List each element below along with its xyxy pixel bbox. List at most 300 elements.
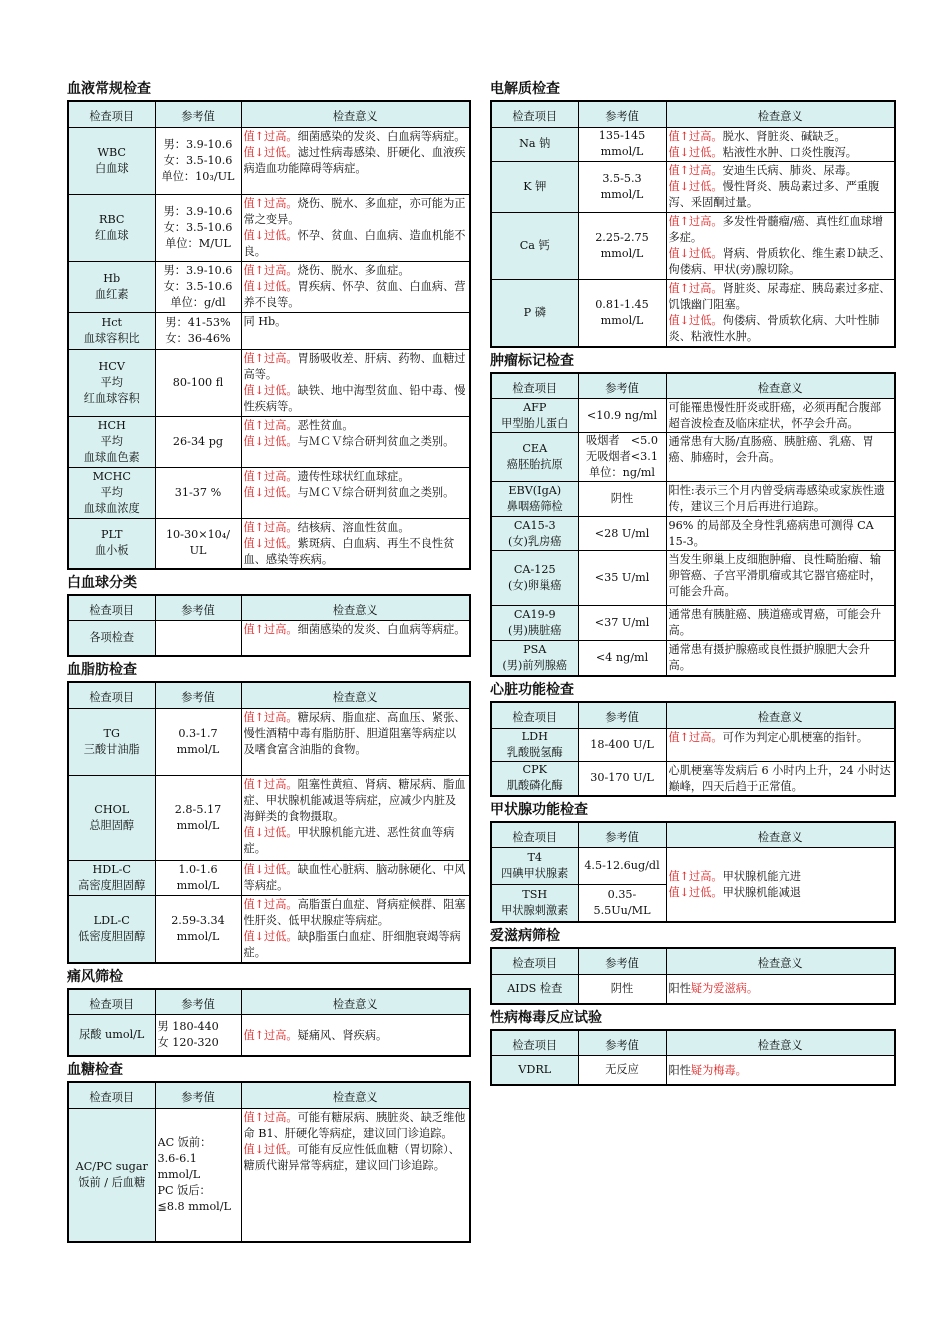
table-row	[68, 416, 470, 467]
meaning-text: 肾病、骨质软化、维生素Ｄ缺乏、佝偻病、甲状(旁)腺切除。	[668, 246, 891, 276]
reference-value	[155, 1015, 241, 1057]
reference-line: mmol/L	[600, 246, 644, 260]
reference-box	[581, 770, 664, 786]
item-name	[68, 1015, 155, 1057]
item-name-line: Na 钠	[519, 137, 551, 150]
item-name	[68, 1108, 155, 1242]
meaning-entry	[244, 196, 468, 228]
item-name	[491, 127, 578, 161]
meaning-text: 甲状腺机能减退	[722, 886, 801, 899]
table-row	[491, 848, 895, 885]
header-ref: 参考值	[155, 682, 241, 708]
header-item: 检查项目	[68, 595, 155, 621]
table-row	[491, 761, 895, 796]
item-name-line: AC/PC sugar	[75, 1159, 148, 1173]
meaning-box	[669, 869, 893, 901]
reference-line: 女 120-320	[157, 1036, 219, 1049]
item-name-line: CPK	[522, 763, 547, 776]
item-name	[491, 161, 578, 212]
reference-line: 18-400 U/L	[590, 737, 654, 751]
meaning-text: 当发生卵巢上皮细胞肿瘤、良性畸胎瘤、输卵管癌、子宫平滑肌瘤或其它器官癌症时，可能会升高。	[668, 553, 882, 598]
meaning-entry	[244, 129, 468, 145]
meaning-entry	[244, 228, 468, 260]
item-name	[68, 708, 155, 775]
meaning-box	[669, 434, 893, 466]
reference-line: 2.8-5.17	[174, 802, 222, 816]
item-name-box	[71, 862, 153, 894]
item-name	[491, 761, 578, 796]
level-tag: 值↓过低。	[243, 145, 298, 159]
reference-value	[578, 885, 666, 923]
meaning-entry	[669, 400, 893, 432]
level-tag: 值↓过低。	[668, 313, 723, 327]
table-row	[68, 708, 470, 775]
meaning-text: 怀孕、贫血、白血病、造血机能不良。	[243, 228, 466, 258]
item-name	[68, 416, 155, 467]
item-name	[491, 482, 578, 517]
reference-box	[158, 315, 239, 347]
header-item: 检查项目	[68, 101, 155, 127]
reference-value	[578, 399, 666, 433]
meaning-text: 缺β脂蛋白血症、肝细胞衰竭等病症。	[243, 929, 461, 959]
meaning-entry	[244, 1142, 468, 1174]
table-row	[68, 860, 470, 895]
meaning-box	[244, 129, 468, 177]
meaning-entry	[244, 434, 468, 450]
reference-value	[155, 860, 241, 895]
meaning-entry	[244, 825, 468, 857]
meaning-entry	[244, 469, 468, 485]
meaning	[666, 433, 895, 482]
header-meaning: 检查意义	[666, 702, 895, 728]
section-title-heart: 心脏功能检查	[490, 682, 574, 698]
meaning-entry	[669, 730, 893, 746]
section-title-tumor: 肿瘤标记检查	[490, 352, 574, 369]
reference-box	[158, 862, 239, 894]
item-name-box	[71, 469, 153, 517]
item-name-box	[494, 1062, 576, 1078]
header-meaning: 检查意义	[666, 948, 895, 974]
meaning-positive: 疑为梅毒。	[690, 1063, 747, 1077]
meaning-box	[669, 281, 893, 345]
item-name-box	[71, 145, 153, 177]
item-name-line: TSH	[522, 888, 548, 901]
meaning-box	[244, 897, 468, 961]
meaning-text: 疑痛风、肾疾病。	[297, 1028, 388, 1042]
level-tag: 值↓过低。	[243, 434, 298, 448]
meaning-entry	[244, 383, 468, 415]
meaning	[666, 551, 895, 606]
header-row	[68, 1082, 470, 1108]
meaning	[666, 399, 895, 433]
reference-value	[578, 433, 666, 482]
reference-line: <28 U/ml	[594, 526, 650, 540]
reference-line: ≦8.8 mmol/L	[157, 1199, 231, 1213]
meaning-text: 甲状腺机能亢进、恶性贫血等病症。	[243, 825, 455, 855]
meaning	[241, 860, 470, 895]
meaning-box	[244, 263, 468, 311]
header-row	[491, 373, 895, 399]
meaning-entry	[244, 622, 468, 638]
meaning-text: 甲状腺机能亢进	[722, 870, 801, 883]
meaning-box	[669, 763, 893, 795]
item-name-line: CHOL	[94, 802, 130, 816]
item-name-line: 乳酸脱氢酶	[506, 745, 563, 759]
item-name-box	[494, 607, 576, 639]
reference-value	[155, 518, 241, 569]
table-blood-routine	[67, 100, 471, 570]
item-name-line: 平均	[100, 485, 123, 499]
reference-line: mmol/L	[176, 818, 220, 832]
reference-box	[581, 230, 664, 262]
meaning-box	[244, 710, 468, 758]
level-tag: 值↑过高。	[243, 520, 298, 534]
header-meaning: 检查意义	[241, 989, 470, 1015]
meaning	[241, 416, 470, 467]
reference-line: 0.35-5.5Uu/ML	[593, 888, 651, 917]
meaning-text: 粘液性水肿、口炎性腹泻。	[722, 145, 857, 159]
header-row	[491, 1030, 895, 1056]
reference-box	[158, 485, 239, 501]
table-row	[68, 194, 470, 261]
table-row	[68, 895, 470, 963]
reference-line: mmol/L	[600, 145, 644, 158]
item-name-line: 鼻咽癌筛检	[506, 500, 563, 513]
item-name-line: 平均	[100, 375, 123, 389]
meaning-text: 细菌感染的发炎、白血病等病症。	[297, 129, 466, 143]
header-item: 检查项目	[491, 101, 578, 127]
item-name-line: 总胆固醇	[89, 818, 135, 832]
table-heart	[490, 701, 896, 797]
header-item: 检查项目	[68, 682, 155, 708]
table-thyroid	[490, 821, 896, 924]
reference-line: 无反应	[605, 1063, 639, 1076]
reference-value	[155, 416, 241, 467]
meaning-prefix: 阳性	[668, 982, 691, 995]
header-ref: 参考值	[578, 373, 666, 399]
meaning-entry	[669, 214, 893, 246]
header-item: 检查项目	[491, 822, 578, 848]
item-name	[491, 399, 578, 433]
meaning-text: 同 Hb。	[243, 314, 287, 328]
item-name	[68, 312, 155, 349]
section-title-blood-routine: 血液常规检查	[67, 81, 151, 97]
item-name-line: LDH	[521, 729, 548, 743]
meaning	[241, 518, 470, 569]
level-tag: 值↑过高。	[243, 351, 298, 365]
reference-box	[581, 650, 664, 666]
header-meaning: 检查意义	[666, 373, 895, 399]
level-tag: 值↓过低。	[243, 825, 298, 839]
reference-box	[158, 375, 239, 391]
reference-line: 阴性	[610, 492, 634, 505]
reference-line: 男：3.9-10.6	[163, 137, 233, 151]
level-tag: 值↑过高。	[668, 129, 723, 143]
item-name-box	[71, 527, 153, 559]
section-title-wbc-class: 白血球分类	[67, 574, 137, 591]
item-name-box	[71, 802, 153, 834]
meaning-entry	[244, 1028, 468, 1044]
meaning-entry	[244, 710, 468, 758]
header-meaning: 检查意义	[241, 1082, 470, 1108]
table-row	[68, 127, 470, 194]
reference-line: 10-30×10₄/	[165, 528, 231, 541]
item-name-box	[494, 305, 576, 321]
reference-box	[158, 913, 239, 945]
reference-box	[581, 737, 664, 753]
meaning	[666, 482, 895, 517]
meaning-text: 安迪生氏病、肺炎、尿毒。	[722, 163, 857, 177]
reference-value	[578, 161, 666, 212]
header-meaning: 检查意义	[241, 682, 470, 708]
meaning	[241, 127, 470, 194]
item-name-box	[71, 1159, 153, 1191]
meaning	[666, 606, 895, 641]
meaning-box	[244, 777, 468, 857]
table-row	[491, 551, 895, 606]
meaning-box	[244, 196, 468, 260]
header-meaning: 检查意义	[241, 101, 470, 127]
meaning	[666, 212, 895, 279]
meaning-entry	[669, 434, 893, 466]
item-name-line: Hct	[101, 315, 123, 329]
meaning-box	[244, 1110, 468, 1174]
meaning-entry	[669, 885, 893, 901]
item-name-line: PLT	[100, 528, 123, 541]
reference-line: mmol/L	[600, 313, 644, 327]
header-row	[491, 101, 895, 127]
reference-line: 阴性	[610, 981, 634, 995]
meaning-text: 缺铁、地中海型贫血、铅中毒、慢性疾病等。	[243, 383, 466, 413]
item-name-box	[494, 483, 576, 515]
meaning	[241, 708, 470, 775]
reference-box	[158, 204, 239, 252]
meaning	[241, 194, 470, 261]
reference-box	[581, 297, 664, 329]
meaning	[241, 895, 470, 963]
item-name-box	[494, 441, 576, 473]
header-row	[68, 101, 470, 127]
reference-value	[578, 482, 666, 517]
reference-line: 3.5-5.3 mmol/L	[600, 171, 644, 201]
meaning-entry	[244, 1110, 468, 1142]
meaning-text: 阳性:表示三个月内曾受病毒感染或家族性遗传，建议三个月后再进行追踪。	[668, 484, 885, 513]
header-ref: 参考值	[578, 1030, 666, 1056]
reference-line: 2.59-3.34	[171, 913, 225, 927]
meaning-text: 恶性贫血。	[297, 418, 354, 432]
level-tag: 值↓过低。	[243, 862, 298, 876]
meaning-text: 佝偻病、骨质软化病、大叶性肺炎、粘液性水肿。	[668, 313, 880, 343]
meaning-text: 脱水、肾脏炎、碱缺乏。	[722, 129, 846, 143]
level-tag: 值↓过低。	[243, 929, 298, 943]
reference-line: 31-37 %	[174, 485, 222, 499]
header-row	[491, 948, 895, 974]
meaning	[241, 775, 470, 860]
item-name-line: 甲状腺刺激素	[501, 904, 569, 917]
meaning-entry	[669, 129, 893, 145]
reference-line: UL	[189, 544, 207, 557]
table-electrolyte	[490, 100, 896, 348]
reference-box	[581, 615, 664, 631]
item-name-line: CEA	[522, 442, 548, 455]
reference-value	[578, 606, 666, 641]
table-row	[491, 974, 895, 1004]
level-tag: 值↓过低。	[243, 228, 298, 242]
reference-line: 1.0-1.6 mmol/L	[176, 862, 220, 892]
meaning-text: 96% 的局部及全身性乳癌病患可测得 CA 15-3。	[668, 519, 874, 548]
item-name	[491, 551, 578, 606]
level-tag: 值↓过低。	[243, 485, 298, 499]
meaning-entry	[669, 163, 893, 179]
level-tag: 值↑过高。	[668, 163, 723, 177]
level-tag: 值↓过低。	[243, 279, 298, 293]
meaning-box	[669, 730, 893, 746]
meaning-box	[669, 214, 893, 278]
level-tag: 值↑过高。	[243, 777, 298, 791]
meaning-text: 通常患有大肠/直肠癌、胰脏癌、乳癌、胃癌、肺癌时，会升高。	[668, 435, 874, 464]
reference-value	[578, 848, 666, 885]
reference-box	[581, 1062, 664, 1078]
item-name-box	[494, 981, 576, 997]
item-name	[491, 728, 578, 761]
section-title-vdrl: 性病梅毒反应试验	[490, 1009, 602, 1026]
reference-line: 135-145	[598, 129, 646, 142]
reference-box	[158, 137, 239, 185]
item-name-line: 红血球	[94, 228, 129, 242]
meaning-entry	[669, 869, 893, 885]
level-tag: 值↑过高。	[243, 710, 298, 724]
meaning-text: 紫斑病、白血病、再生不良性贫血、感染等疾病。	[243, 536, 455, 566]
item-name-line: TG	[103, 726, 120, 740]
item-name-line: K 钾	[523, 179, 547, 193]
reference-box	[581, 858, 664, 874]
item-name-box	[494, 179, 576, 195]
item-name-line: 高密度胆固醇	[78, 878, 146, 892]
reference-line: PC 饭后：	[157, 1183, 211, 1197]
reference-value	[578, 641, 666, 677]
table-lipid	[67, 681, 471, 964]
meaning-entry	[244, 536, 468, 568]
section-title-sugar: 血糖检查	[67, 1062, 123, 1078]
table-row	[491, 161, 895, 212]
reference-line: 3.6-6.1 mmol/L	[157, 1151, 201, 1181]
meaning-text: 可作为判定心肌梗塞的指针。	[722, 730, 869, 744]
item-name	[68, 349, 155, 416]
reference-box	[581, 887, 664, 919]
item-name-box	[71, 315, 153, 347]
table-aids	[490, 947, 896, 1005]
reference-line: <10.9 ng/ml	[586, 408, 658, 422]
meaning-box	[669, 129, 893, 161]
header-item: 检查项目	[68, 989, 155, 1015]
item-name-box	[71, 359, 153, 407]
meaning-text: 高脂蛋白血症、肾病症候群、阻塞性肝炎、低甲状腺症等病症。	[243, 897, 466, 927]
meaning-text: 与ＭＣＶ综合研判贫血之类别。	[297, 485, 455, 499]
meaning-entry	[669, 179, 893, 211]
table-row	[491, 606, 895, 641]
level-tag: 值↓过低。	[668, 886, 723, 899]
reference-box	[581, 570, 664, 586]
reference-line: 单位：g/dl	[170, 295, 226, 309]
meaning-entry	[669, 763, 893, 795]
item-name-line: 各项检查	[89, 631, 135, 644]
meaning-box	[244, 418, 468, 450]
item-name-line: Hb	[103, 271, 121, 285]
table-gout	[67, 988, 471, 1058]
item-name-line: MCHC	[92, 469, 131, 483]
header-item: 检查项目	[491, 373, 578, 399]
reference-line: 26-34 pg	[172, 434, 224, 448]
reference-line: <4 ng/ml	[595, 651, 649, 664]
item-name-box	[494, 238, 576, 254]
meaning-box	[669, 981, 893, 997]
reference-box	[158, 1135, 239, 1215]
table-row	[491, 433, 895, 482]
level-tag: 值↑过高。	[668, 281, 723, 295]
meaning-text: 与ＭＣＶ综合研判贫血之类别。	[297, 434, 455, 448]
table-tumor	[490, 372, 896, 678]
header-row	[68, 595, 470, 621]
header-row	[68, 989, 470, 1015]
level-tag: 值↓过低。	[668, 246, 723, 260]
item-name-box	[71, 271, 153, 303]
meaning-text: 缺血性心脏病、脑动脉硬化、中风等病症。	[243, 862, 466, 892]
reference-line: 80-100 fl	[172, 375, 224, 389]
item-name	[68, 194, 155, 261]
reference-value	[578, 761, 666, 796]
meaning-entry	[244, 929, 468, 961]
item-name	[491, 974, 578, 1004]
item-name-line: PSA	[523, 643, 547, 656]
reference-value	[155, 895, 241, 963]
item-name-box	[494, 729, 576, 761]
meaning	[666, 161, 895, 212]
item-name-line: VDRL	[518, 1063, 552, 1076]
reference-value	[155, 1108, 241, 1242]
meaning-box	[244, 862, 468, 894]
header-item: 检查项目	[491, 948, 578, 974]
item-name	[491, 606, 578, 641]
meaning-box	[244, 351, 468, 415]
reference-line: 男 180-440	[157, 1020, 219, 1033]
item-name	[491, 212, 578, 279]
meaning	[666, 127, 895, 161]
item-name-line: 甲型胎儿蛋白	[501, 416, 569, 430]
reference-box	[158, 802, 239, 834]
reference-line: 单位：ng/ml	[589, 466, 655, 479]
meaning-entry	[669, 145, 893, 161]
item-name-line: EBV(IgA)	[508, 484, 562, 497]
item-name	[68, 895, 155, 963]
reference-line: 女：3.5-10.6	[163, 153, 233, 167]
level-tag: 值↑过高。	[243, 196, 298, 210]
reference-line: 2.25-2.75	[595, 230, 649, 244]
meaning-box	[669, 400, 893, 432]
header-ref: 参考值	[578, 702, 666, 728]
item-name	[68, 261, 155, 312]
item-name-box	[71, 630, 153, 646]
meaning-text: 肾脏炎、尿毒症、胰岛素过多症、饥饿幽门阻塞。	[668, 281, 891, 311]
reference-value	[155, 349, 241, 416]
section-title-gout: 痛风筛检	[67, 968, 123, 985]
meaning-entry	[244, 520, 468, 536]
item-name-line: 尿酸 umol/L	[79, 1028, 145, 1041]
meaning-box	[244, 469, 468, 501]
item-name-line: 肌酸磷化酶	[506, 779, 563, 792]
meaning-entry	[244, 314, 468, 330]
level-tag: 值↓过低。	[243, 1142, 298, 1156]
item-name-line: HCH	[97, 418, 126, 432]
